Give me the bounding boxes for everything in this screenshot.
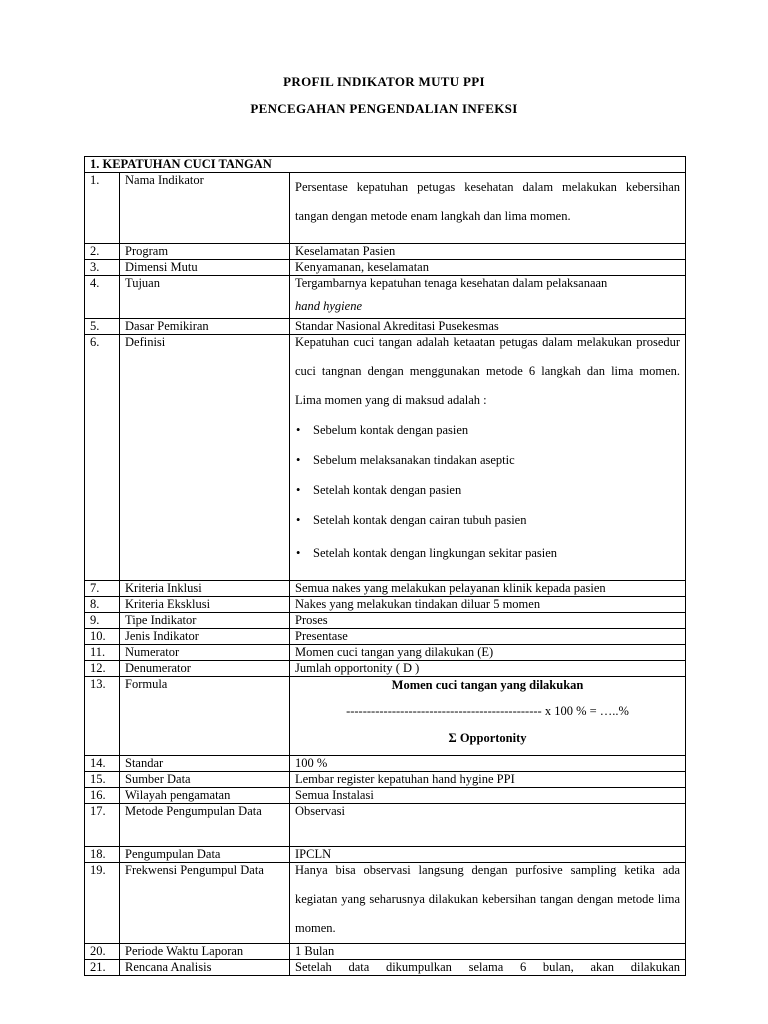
row-label: Kriteria Eksklusi bbox=[120, 597, 290, 613]
row-value-text: Persentase kepatuhan petugas kesehatan dalam melakukan kebersihan tangan dengan metode enam langkah dan lima momen. bbox=[295, 180, 681, 223]
formula-fraction-line: ----------------------------------------------- x 100 % = …..% bbox=[346, 704, 629, 718]
row-number: 17. bbox=[85, 804, 120, 847]
row-number: 7. bbox=[85, 581, 120, 597]
row-number: 9. bbox=[85, 613, 120, 629]
row-value: IPCLN bbox=[290, 847, 686, 863]
row-number: 21. bbox=[85, 960, 120, 976]
table-row bbox=[85, 863, 686, 944]
row-value: Semua Instalasi bbox=[290, 788, 686, 804]
table-row bbox=[85, 613, 686, 629]
row-value bbox=[290, 335, 686, 581]
table-row bbox=[85, 677, 686, 756]
row-label: Formula bbox=[120, 677, 290, 756]
row-value-text: Kepatuhan cuci tangan adalah ketaatan petugas dalam melakukan prosedur cuci tangnan dengan menggunakan metode 6 langkah dan lima momen. Lima momen yang di maksud adalah : bbox=[295, 335, 681, 407]
row-value-text: Hanya bisa observasi langsung dengan purfosive sampling ketika ada kegiatan yang seharusnya dilakukan kebersihan tangan dengan metode lima momen. bbox=[295, 863, 681, 935]
row-value: Standar Nasional Akreditasi Pusekesmas bbox=[290, 319, 686, 335]
row-label: Denumerator bbox=[120, 661, 290, 677]
formula-numerator: Momen cuci tangan yang dilakukan bbox=[391, 678, 584, 692]
table-row bbox=[85, 960, 686, 976]
table-row bbox=[85, 645, 686, 661]
table-row bbox=[85, 173, 686, 244]
row-value-text: Tergambarnya kepatuhan tenaga kesehatan dalam pelaksanaan bbox=[295, 276, 608, 290]
table-row bbox=[85, 276, 686, 319]
table-row bbox=[85, 319, 686, 335]
list-item: • Sebelum kontak dengan pasien bbox=[313, 415, 680, 445]
row-number: 8. bbox=[85, 597, 120, 613]
row-value: 100 % bbox=[290, 756, 686, 772]
row-value: Observasi bbox=[290, 804, 686, 847]
table-row bbox=[85, 335, 686, 581]
row-number: 18. bbox=[85, 847, 120, 863]
row-label: Definisi bbox=[120, 335, 290, 581]
row-label bbox=[120, 804, 290, 847]
row-label: Numerator bbox=[120, 645, 290, 661]
row-value bbox=[290, 173, 686, 244]
formula-cell bbox=[290, 677, 686, 756]
row-number: 2. bbox=[85, 244, 120, 260]
row-value: Proses bbox=[290, 613, 686, 629]
section-header-row bbox=[85, 157, 686, 173]
table-row bbox=[85, 772, 686, 788]
bullet-list bbox=[295, 415, 680, 563]
row-value: Momen cuci tangan yang dilakukan (E) bbox=[290, 645, 686, 661]
table-row bbox=[85, 847, 686, 863]
row-number: 16. bbox=[85, 788, 120, 804]
row-number: 3. bbox=[85, 260, 120, 276]
row-number: 4. bbox=[85, 276, 120, 319]
row-value: Keselamatan Pasien bbox=[290, 244, 686, 260]
formula-denominator: Σ Opportonity bbox=[448, 731, 527, 745]
table-row bbox=[85, 260, 686, 276]
table-row bbox=[85, 756, 686, 772]
row-value: Semua nakes yang melakukan pelayanan klinik kepada pasien bbox=[290, 581, 686, 597]
row-label: Jenis Indikator bbox=[120, 629, 290, 645]
row-number: 6. bbox=[85, 335, 120, 581]
table-row bbox=[85, 944, 686, 960]
row-value: Jumlah opportonity ( D ) bbox=[290, 661, 686, 677]
row-number: 15. bbox=[85, 772, 120, 788]
row-value bbox=[290, 863, 686, 944]
row-number: 1. bbox=[85, 173, 120, 244]
row-value: Kenyamanan, keselamatan bbox=[290, 260, 686, 276]
row-value-italic: hand hygiene bbox=[295, 299, 362, 313]
row-label: Pengumpulan Data bbox=[120, 847, 290, 863]
row-label: Rencana Analisis bbox=[120, 960, 290, 976]
row-number: 12. bbox=[85, 661, 120, 677]
table-row bbox=[85, 244, 686, 260]
row-value: Lembar register kepatuhan hand hygine PPI bbox=[290, 772, 686, 788]
row-label: Periode Waktu Laporan bbox=[120, 944, 290, 960]
row-value bbox=[290, 960, 686, 976]
table-row bbox=[85, 629, 686, 645]
row-label: Standar bbox=[120, 756, 290, 772]
list-item: • Setelah kontak dengan lingkungan sekitar pasien bbox=[313, 543, 680, 563]
row-value: Presentase bbox=[290, 629, 686, 645]
row-value: Nakes yang melakukan tindakan diluar 5 momen bbox=[290, 597, 686, 613]
row-label: Program bbox=[120, 244, 290, 260]
document-title: PROFIL INDIKATOR MUTU PPI bbox=[283, 74, 485, 89]
list-item: • Setelah kontak dengan cairan tubuh pasien bbox=[313, 505, 680, 535]
row-label: Sumber Data bbox=[120, 772, 290, 788]
row-label: Dasar Pemikiran bbox=[120, 319, 290, 335]
table-row bbox=[85, 788, 686, 804]
row-label bbox=[120, 863, 290, 944]
row-number: 11. bbox=[85, 645, 120, 661]
list-item: • Setelah kontak dengan pasien bbox=[313, 475, 680, 505]
row-label-text: Frekwensi Pengumpul Data bbox=[125, 863, 264, 877]
list-item: • Sebelum melaksanakan tindakan aseptic bbox=[313, 445, 680, 475]
table-row bbox=[85, 581, 686, 597]
row-label-text: Metode Pengumpulan Data bbox=[125, 804, 262, 818]
document-subtitle: PENCEGAHAN PENGENDALIAN INFEKSI bbox=[250, 101, 518, 116]
row-label: Tipe Indikator bbox=[120, 613, 290, 629]
row-number: 19. bbox=[85, 863, 120, 944]
table-row bbox=[85, 661, 686, 677]
row-value bbox=[290, 276, 686, 319]
row-label: Dimensi Mutu bbox=[120, 260, 290, 276]
section-title: 1. KEPATUHAN CUCI TANGAN bbox=[85, 157, 686, 173]
row-label: Kriteria Inklusi bbox=[120, 581, 290, 597]
row-number: 14. bbox=[85, 756, 120, 772]
row-label: Nama Indikator bbox=[120, 173, 290, 244]
table-row bbox=[85, 804, 686, 847]
table-row bbox=[85, 597, 686, 613]
row-label: Tujuan bbox=[120, 276, 290, 319]
row-number: 10. bbox=[85, 629, 120, 645]
row-value-text: Setelah data dikumpulkan selama 6 bulan, akan dilakukan bbox=[295, 960, 681, 974]
row-number: 5. bbox=[85, 319, 120, 335]
row-number: 20. bbox=[85, 944, 120, 960]
row-label: Wilayah pengamatan bbox=[120, 788, 290, 804]
row-number: 13. bbox=[85, 677, 120, 756]
indicator-profile-table bbox=[84, 156, 686, 976]
row-value: 1 Bulan bbox=[290, 944, 686, 960]
